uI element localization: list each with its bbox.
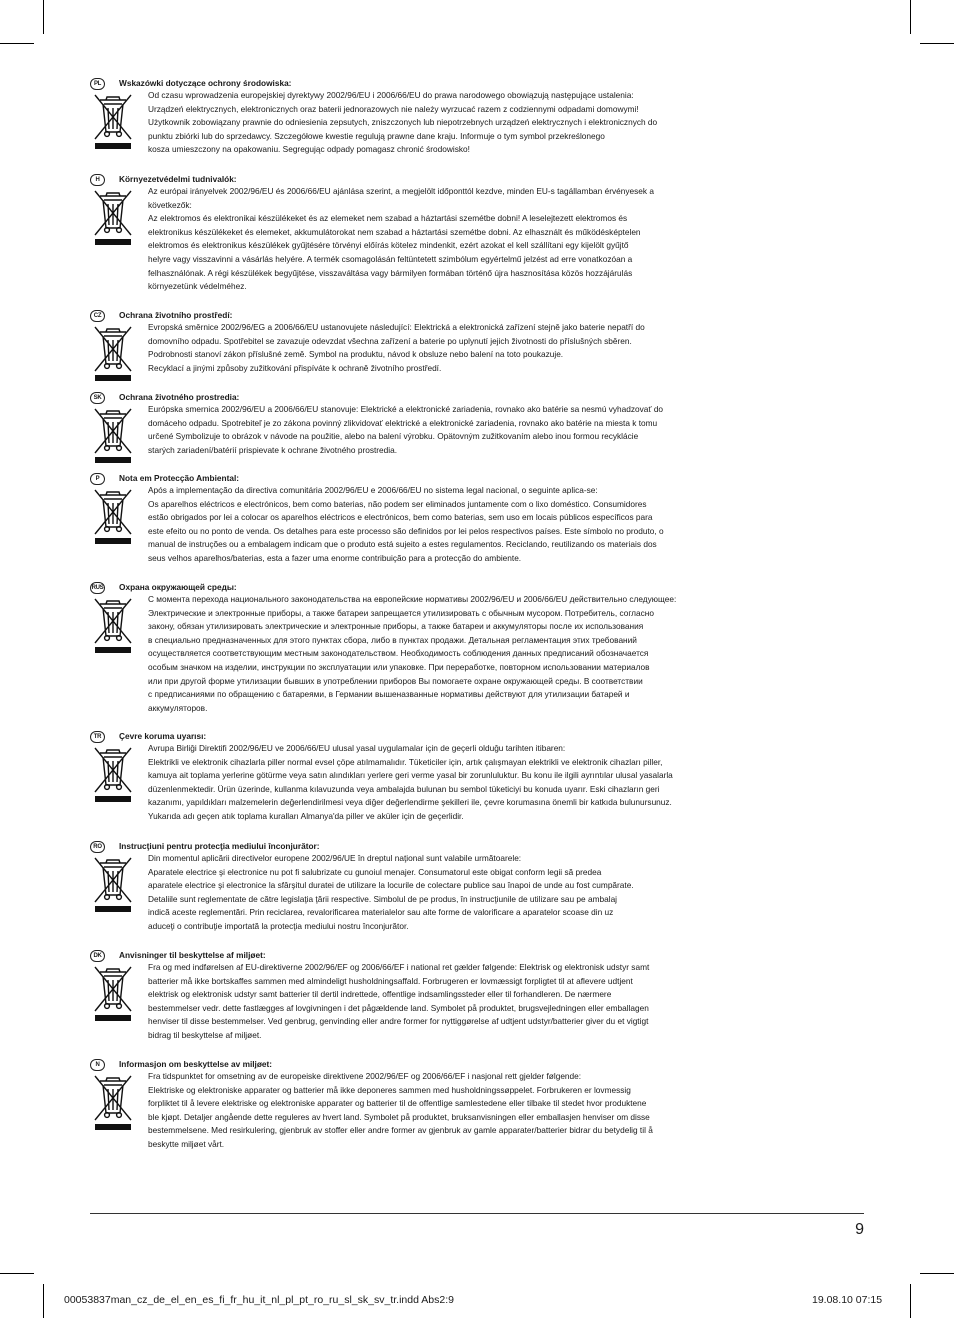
section-body: Az európai irányelvek 2002/96/EU és 2006/66/EU ajánlása szerint, a megjelölt időponttól kezdve, minden EU-s tagállamban érvényesek a következők: Az elektromos és elektronikai készülékeket és az elemeket nem szabad a háztartási szemétbe dobni! A leselejtezett elektromos és elektronikus készülékeket és elemeket, akkumulátorokat nem szabad a háztartási szemétbe dobni. Az elhasznált és működésképtelen elektromos és elektronikus készülékek gyűjtésére törvényi előírás kötelez mindenkit, ezért azokat el kell szállítani egy kijelölt gyűjtő helyre vagy visszavinni a vásárlás helyére. A termék csomagolásán feltüntetett szimbólum egyértelmű jelzést ad erre vonatkozóan a felhasználónak. A régi készülékek begyűjtése, visszaváltása vagy bármilyen formában történő újra hasznosítása közös hozzájárulás környezetünk védelméhez. bbox=[148, 186, 654, 292]
language-badge: N bbox=[90, 1059, 105, 1071]
section-title: Anvisninger til beskyttelse af miljøet: bbox=[119, 950, 266, 960]
section-title: Ochrana životného prostredia: bbox=[119, 392, 240, 402]
crop-mark bbox=[910, 0, 911, 34]
language-badge: RO bbox=[90, 841, 105, 853]
section-body: Od czasu wprowadzenia europejskiej dyrektywy 2002/96/EU i 2006/66/EU do prawa narodowego obowiązują następujące ustalenia: Urządzeń elektrycznych, elektronicznych oraz baterii jednorazowych nie należy wyrzucać razem z codziennymi odpadami domowymi! Użytkownik zobowiązany prawnie do odniesienia zepsutych, zniszczonych lub niepotrzebnych urządzeń elektrycznych i elektronicznych do punktu zbiórki lub do sprzedawcy. Szczegółowe kwestie regulują prawne dane kraju. Informuje o tym symbol przekreślonego kosza umieszczony na opakowaniu. Segregując odpady pomagasz chronić środowisko! bbox=[148, 90, 658, 155]
language-badge: TR bbox=[90, 731, 105, 743]
crop-mark bbox=[43, 1284, 44, 1318]
section-body: Fra og med indførelsen af EU-direktiverne 2002/96/EF og 2006/66/EF i national ret gælder følgende: Elektrisk og elektronisk udstyr samt batterier må ikke bortskaffes sammen med almindeligt husholdningsaffald. Forbrugeren er lovmæssigt forpligtet til at aflevere udtjent elektrisk og elektronisk udstyr samt batterier til dertil indrettede, offentlige indsamlingssteder eller til forhandleren. De nærmere bestemmelser vedr. dette fastlægges af lovgivningen i det pågældende land. Symbolet på produktet, brugsvejledningen eller emballagen henviser til disse bestemmelser. Ved genbrug, genvinding eller andre former for nyttiggørelse af udtjent udstyr/batterier giver du et vigtigt bidrag til beskyttelse af miljøet. bbox=[148, 962, 650, 1040]
language-badge: H bbox=[90, 174, 105, 186]
crossed-out-wheelie-bin-icon bbox=[92, 406, 134, 466]
crossed-out-wheelie-bin-icon bbox=[92, 1073, 134, 1133]
section-title: Охрана окружающей среды: bbox=[119, 582, 237, 592]
crossed-out-wheelie-bin-icon bbox=[92, 596, 134, 656]
section-body: Fra tidspunktet for omsetning av de europeiske direktivene 2002/96/EF og 2006/66/EF i nasjonal rett gjelder følgende: Elektriske og elektroniske apparater og batterier må ikke deponeres sammen med husholdningssøppelet. Forbrukeren er lovmessig forpliktet til å levere elektriske og elektroniske apparater og batterier til de offentlige samlestedene eller tilbake til stedet hvor produktene ble kjøpt. Detaljer angående dette reguleres av hvert land. Symbolet på produktet, bruksanvisningen eller emballasjen henviser om disse bestemmelsene. Med resirkulering, gjenbruk av stoffer eller andre former av gjenbruk av gamle apparater/batterier bidrar du betydelig til å beskytte miljøet vårt. bbox=[148, 1071, 653, 1149]
section-title: Çevre koruma uyarısı: bbox=[119, 731, 207, 741]
crossed-out-wheelie-bin-icon bbox=[92, 855, 134, 915]
crossed-out-wheelie-bin-icon bbox=[92, 324, 134, 384]
language-badge: SK bbox=[90, 392, 105, 404]
crop-mark bbox=[920, 43, 954, 44]
crop-mark bbox=[920, 1273, 954, 1274]
section-body: Após a implementação da directiva comunitária 2002/96/EU e 2006/66/EU no sistema legal nacional, o seguinte aplica-se: Os aparelhos eléctricos e electrónicos, bem como baterias, não podem ser eliminados juntamente com o lixo doméstico. Consumidores estão obrigados por lei a colocar os aparelhos eléctricos e electrónicos, bem como baterias, sem uso em locais públicos específicos para este efeito ou no ponto de venda. Os detalhes para este processo são definidos por lei pelos respectivos países. Este símbolo no produto, o manual de instruções ou a embalagem indicam que o produto está sujeito a estes regulamentos. Reciclando, reutilizando os materiais dos seus velhos aparelhos/baterias, esta a fazer uma enorme contribuição para a protecção do ambiente. bbox=[148, 485, 664, 563]
footer-date: 19.08.10 07:15 bbox=[812, 1294, 883, 1306]
crop-mark bbox=[910, 1284, 911, 1318]
section-title: Környezetvédelmi tudnivalók: bbox=[119, 174, 237, 184]
section-title: Nota em Protecção Ambiental: bbox=[119, 473, 240, 483]
language-badge: P bbox=[90, 473, 105, 485]
crossed-out-wheelie-bin-icon bbox=[92, 92, 134, 152]
footer-rule bbox=[90, 1213, 864, 1214]
page-number: 9 bbox=[855, 1221, 864, 1238]
footer-file-name: 00053837man_cz_de_el_en_es_fi_fr_hu_it_nl_pl_pt_ro_ru_sl_sk_sv_tr.indd Abs2:9 bbox=[64, 1294, 454, 1306]
crossed-out-wheelie-bin-icon bbox=[92, 188, 134, 248]
crossed-out-wheelie-bin-icon bbox=[92, 487, 134, 547]
section-body: Evropská směrnice 2002/96/EG a 2006/66/EU ustanovujete následující: Elektrická a elektronická zařízení stejně jako baterie nepatří do domovního odpadu. Spotřebitel se zavazuje odevzdat všechna zařízení a baterie po uplynutí jejich životnosti do příslušných sběren. Podrobnosti stanoví zákon příslušné země. Symbol na produktu, návod k obsluze nebo balení na toto poukazuje. Recyklací a jinými způsoby zužitkování přispíváte k ochraně životního prostředí. bbox=[148, 322, 645, 373]
section-body: Európska smernica 2002/96/EU a 2006/66/EU stanovuje: Elektrické a elektronické zariadenia, rovnako ako batérie sa nesmú vyhadzovať do domáceho odpadu. Spotrebiteľ je zo zákona povinný zlikvidovať elektrické a elektronické zariadenia, rovnako ako batérie na miesta k tomu určené Symbolizuje to obrázok v návode na použitie, alebo na balení výrobku. Opätovným zužitkovaním alebo inou formou recyklácie starých zariadení/batérií prispievate k ochrane životného prostredia. bbox=[148, 404, 664, 455]
crop-mark bbox=[43, 0, 44, 34]
section-title: Instrucţiuni pentru protecţia mediului înconjurător: bbox=[119, 841, 320, 851]
section-title: Ochrana životního prostředí: bbox=[119, 310, 233, 320]
section-title: Wskazówki dotyczące ochrony środowiska: bbox=[119, 78, 292, 88]
crossed-out-wheelie-bin-icon bbox=[92, 964, 134, 1024]
crop-mark bbox=[0, 43, 34, 44]
section-title: Informasjon om beskyttelse av miljøet: bbox=[119, 1059, 273, 1069]
language-badge: DK bbox=[90, 950, 105, 962]
crossed-out-wheelie-bin-icon bbox=[92, 745, 134, 805]
language-badge: CZ bbox=[90, 310, 105, 322]
section-body: Avrupa Birliği Direktifi 2002/96/EU ve 2006/66/EU ulusal yasal uygulamalar için de geçerli olduğu tarihten itibaren: Elektrikli ve elektronik cihazlarla piller normal evsel çöpe atılmamalıdır. Tüketiciler için, artık çalışmayan elektrikli ve elektronik cihazları piller, kamuya ait toplama yerlerine götürme veya satın alındıkları yerlere geri verme yasal bir zorunluluktur. Bu konu ile ilgili ayrıntılar ulusal yasalarla düzenlenmektedir. Ürün üzerinde, kullanma kılavuzunda veya ambalajda bulunan bu sembol tüketiciyi bu konuda uyarır. Eski cihazların geri kazanımı, yapıldıkları malzemelerin değerlendirilmesi veya diğer değerlendirme şekilleri ile, çevre korumasına önemli bir katkıda bulunursunuz. Yukarıda adı geçen atık toplama kuralları Almanya'da piller ve aküler için de geçerlidir. bbox=[148, 743, 673, 821]
crop-mark bbox=[0, 1273, 34, 1274]
section-body: С момента перехода национального законодательства на европейские нормативы 2002/96/EU и 2006/66/EU действительно следующее: Электрические и электронные приборы, а также батареи запрещается утилизировать с обычным мусором. Потребитель, согласно закону, обязан утилизировать электрические и электронные приборы, а также батареи и аккумуляторы после их использования в специально предназначенных для этого пунктах сбора, либо в пунктах продажи. Детальная регламентация этих требований осуществляется соответствующим местным законодательством. Необходимость соблюдения данных предписаний обозначается особым значком на изделии, инструкции по эксплуатации или упаковке. При переработке, повторном использовании материалов или при другой форме утилизации бывших в употреблении приборов Вы помогаете охране окружающей среды. В соответствии с предписаниями по обращению с батареями, в Германии вышеназванные нормативы действуют для утилизации батарей и аккумуляторов. bbox=[148, 594, 677, 713]
section-body: Din momentul aplicării directivelor europene 2002/96/UE în dreptul naţional sunt valabile următoarele: Aparatele electrice şi electronice nu pot fi salubrizate cu gunoiul menajer. Consumatorul este obigat conform legii să predea aparatele electrice şi electronice la sfârşitul duratei de utilizare la locurile de colectare publice sau înapoi de unde au fost cumpărate. Detaliile sunt reglementate de către legislaţia ţării respective. Simbolul de pe produs, în instrucţiunile de utilizare sau pe ambalaj indică aceste reglementări. Prin reciclarea, revalorificarea materialelor sau alte forme de valorificare a aparatelor scoase din uz aduceţi o contribuţie importată la protecţia mediului nostru înconjurător. bbox=[148, 853, 634, 931]
language-badge: PL bbox=[90, 78, 105, 90]
language-badge: RUS bbox=[90, 582, 105, 594]
